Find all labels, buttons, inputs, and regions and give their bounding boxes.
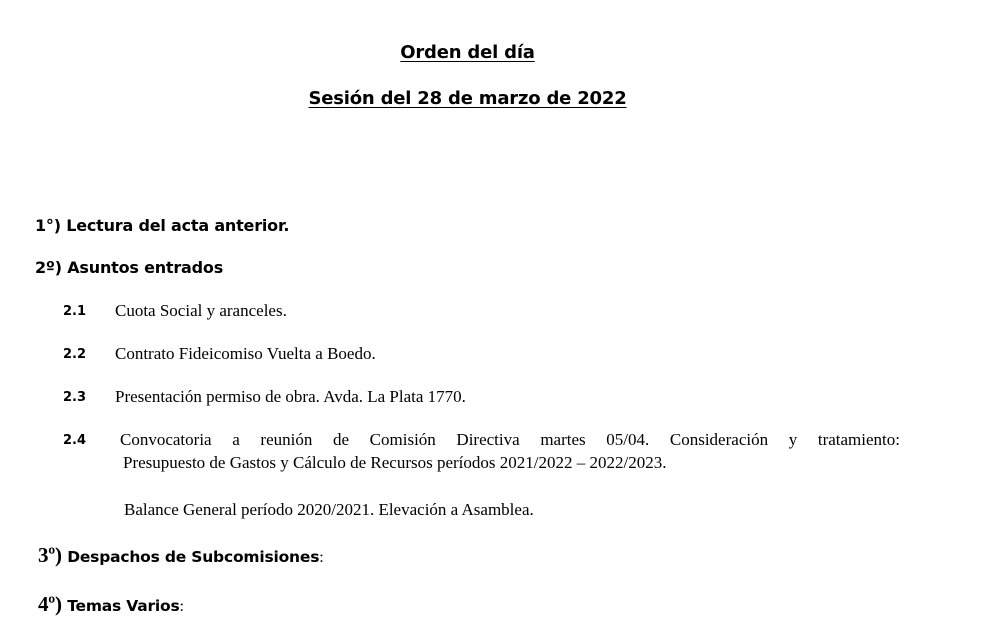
item-text [120,430,900,473]
item-text: Presentación permiso de obra. Avda. La Plata 1770. [115,387,466,406]
section-3-colon: : [319,549,324,566]
item-number: 2.4 [63,433,87,448]
item-text-line-1: Convocatoria a reunión de Comisión Directiva martes 05/04. Consideración y tratamiento: [120,430,900,449]
item-number: 2.1 [63,304,87,319]
item-number: 2.3 [63,390,87,405]
section-1-number: 1°) [35,216,61,235]
section-4-number: 4º) [38,592,62,616]
section-4-colon: : [179,598,184,615]
document-title: Orden del día [400,42,535,63]
item-text: Cuota Social y aranceles. [115,301,287,320]
section-1 [35,216,289,235]
section-2 [35,258,223,277]
section-3-number: 3º) [38,543,62,567]
item-text: Contrato Fideicomiso Vuelta a Boedo. [115,344,376,363]
section-1-label: Lectura del acta anterior. [66,216,290,235]
section-3-label: Despachos de Subcomisiones [67,548,320,566]
item-number: 2.2 [63,347,87,362]
item-text-line-2: Presupuesto de Gastos y Cálculo de Recursos períodos 2021/2022 – 2022/2023. [123,453,667,472]
section-2-number: 2º) [35,258,62,277]
section-3 [38,543,323,568]
balance-paragraph: Balance General período 2020/2021. Elevación a Asamblea. [124,500,534,519]
section-2-label: Asuntos entrados [67,258,224,277]
section-4 [38,592,184,617]
section-4-label: Temas Varios [67,597,180,615]
session-subtitle: Sesión del 28 de marzo de 2022 [308,88,627,109]
